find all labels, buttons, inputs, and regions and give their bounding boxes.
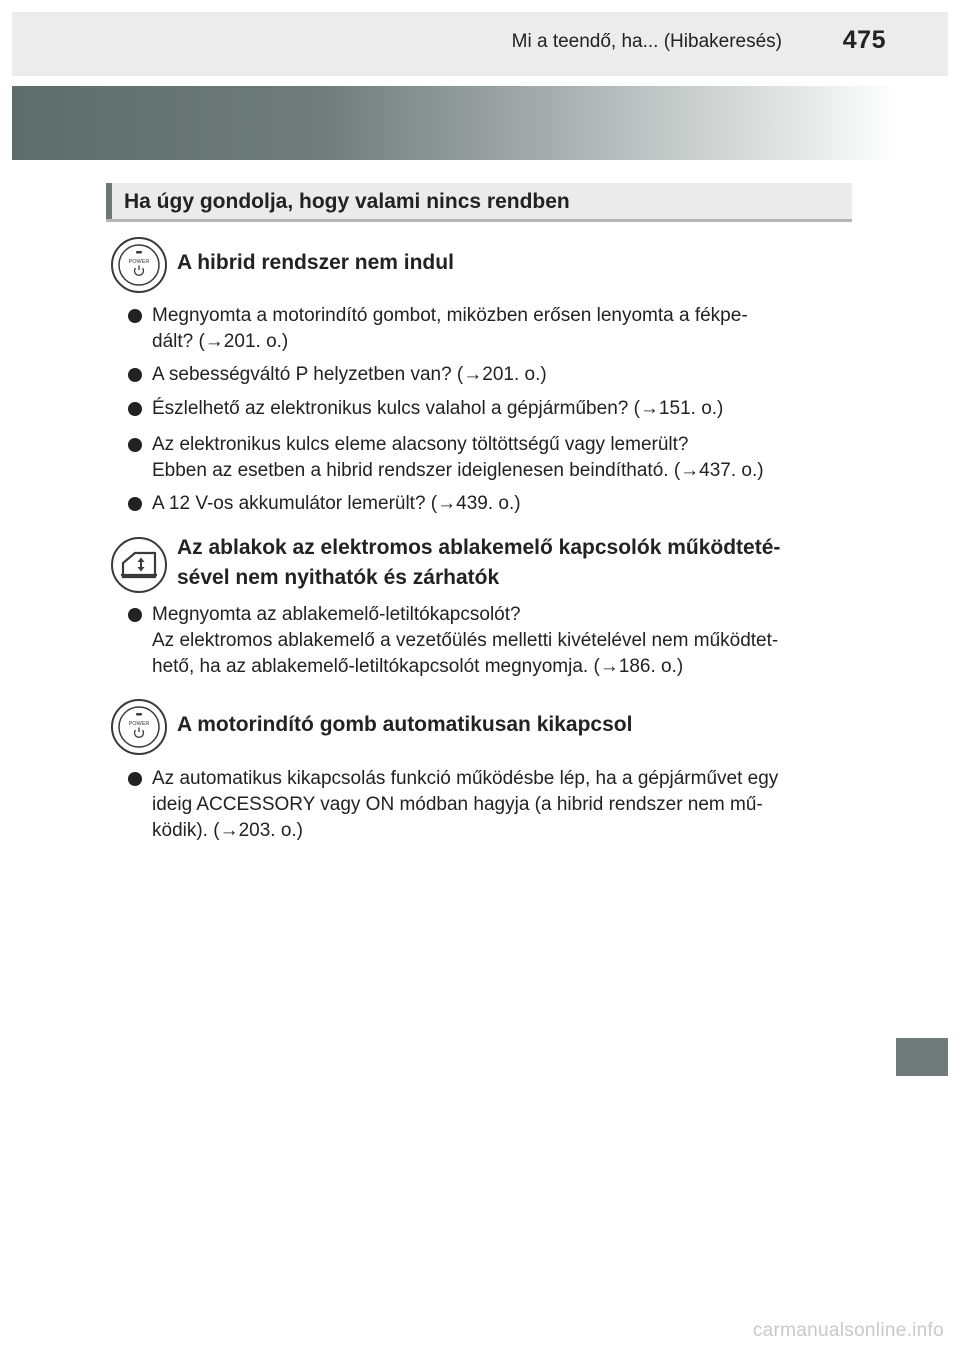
header-bar [12, 12, 948, 76]
list-item: Az automatikus kikapcsolás funkció működésbe lép, ha a gépjárművet egy ideig ACCESSORY vagy ON módban hagyja (a hibrid rendszer nem mű- ködik). (→203. o.) [128, 766, 848, 844]
decorative-band [12, 86, 898, 160]
watermark: carmanualsonline.info [752, 1320, 944, 1341]
bullet-dot [128, 402, 142, 416]
bullet-dot [128, 368, 142, 382]
bullet-dot [128, 608, 142, 622]
bullet-dot [128, 438, 142, 452]
subheading-hybrid-system: A hibrid rendszer nem indul [177, 251, 454, 274]
bullet-dot [128, 772, 142, 786]
chapter-tab [896, 1038, 948, 1076]
power-label: POWER [128, 259, 150, 265]
section-accent-bar [106, 183, 112, 219]
page-number: 475 [842, 26, 886, 54]
power-button-icon [111, 699, 167, 755]
list-item: Megnyomta a motorindító gombot, miközben erősen lenyomta a fékpe- dált? (→201. o.) [128, 303, 848, 355]
power-button-icon [111, 237, 167, 293]
power-window-icon [111, 537, 167, 593]
bullet-dot [128, 309, 142, 323]
chapter-title: Mi a teendő, ha... (Hibakeresés) [511, 31, 782, 52]
section-header [106, 183, 852, 222]
power-label: POWER [128, 721, 150, 727]
bullet-dot [128, 497, 142, 511]
list-item: Megnyomta az ablakemelő-letiltókapcsolót? Az elektromos ablakemelő a vezetőülés melletti kivételével nem működtet- hető, ha az ablakemelő-letiltókapcsolót megnyomja. (→186. o.) [128, 602, 848, 680]
list-item: A 12 V-os akkumulátor lemerült? (→439. o.) [128, 491, 848, 517]
section-title: Ha úgy gondolja, hogy valami nincs rendben [124, 190, 570, 213]
subheading-start-button: A motorindító gomb automatikusan kikapcsol [177, 713, 633, 736]
list-item: A sebességváltó P helyzetben van? (→201. o.) [128, 362, 848, 388]
subheading-power-windows: Az ablakok az elektromos ablakemelő kapcsolók működteté- sével nem nyithatók és zárhatók [177, 536, 781, 589]
list-item: Észlelhető az elektronikus kulcs valahol a gépjárműben? (→151. o.) [128, 396, 848, 422]
list-item: Az elektronikus kulcs eleme alacsony töltöttségű vagy lemerült? Ebben az esetben a hibrid rendszer ideiglenesen beindítható. (→437. o.) [128, 432, 848, 484]
